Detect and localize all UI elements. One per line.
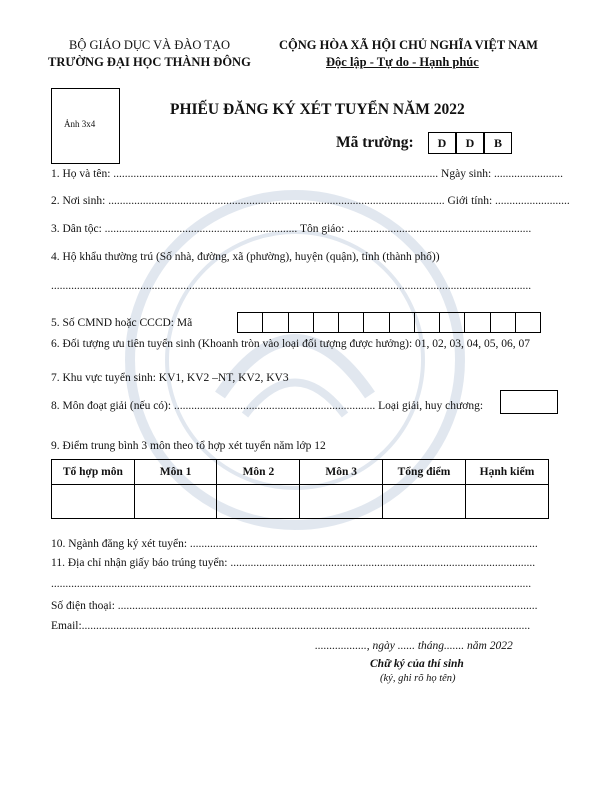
id-digit-box[interactable] (440, 313, 465, 332)
republic-name: CỘNG HÒA XÃ HỘI CHỦ NGHĨA VIỆT NAM (279, 38, 538, 52)
score-header: Tổ hợp môn (52, 460, 135, 485)
school-code-box: B (484, 132, 512, 154)
national-motto: Độc lập - Tự do - Hạnh phúc (326, 55, 479, 69)
id-digit-box[interactable] (289, 313, 314, 332)
field-admission-area[interactable]: 7. Khu vực tuyển sinh: KV1, KV2 –NT, KV2, KV3 (51, 372, 289, 384)
award-type-box[interactable] (500, 390, 558, 414)
photo-label: Ảnh 3x4 (64, 119, 96, 129)
id-digit-box[interactable] (263, 313, 288, 332)
score-header: Tổng điểm (383, 460, 466, 485)
field-email[interactable]: Email:............................................................................................................................................................ (51, 620, 531, 632)
signature-date-line: .................., ngày ...... tháng....... năm 2022 (315, 640, 513, 652)
id-digit-box[interactable] (415, 313, 440, 332)
field-birthplace-gender[interactable]: 2. Nơi sinh: ..................................................................................................................... Giới tính: .......................... (51, 195, 570, 207)
id-digit-box[interactable] (491, 313, 516, 332)
field-major[interactable]: 10. Ngành đăng ký xét tuyển: ......................................................................................................................... (51, 538, 538, 550)
photo-placeholder (51, 88, 120, 164)
score-cell[interactable] (52, 485, 135, 519)
field-phone[interactable]: Số điện thoại: .................................................................................................................................................. (51, 600, 538, 612)
score-header: Môn 3 (300, 460, 383, 485)
signature-title: Chữ ký của thí sinh (370, 658, 464, 670)
school-code-box: D (456, 132, 484, 154)
score-table (51, 459, 549, 519)
field-award-subject[interactable]: 8. Môn đoạt giải (nếu có): ...................................................................... Loại giải, huy chương: (51, 400, 484, 412)
id-digit-box[interactable] (516, 313, 540, 332)
field-mailing-address[interactable]: 11. Địa chỉ nhận giấy báo trúng tuyển: .......................................................................................................... (51, 557, 536, 569)
id-digit-box[interactable] (339, 313, 364, 332)
score-cell[interactable] (134, 485, 217, 519)
field-permanent-address: 4. Hộ khẩu thường trú (Số nhà, đường, xã (phường), huyện (quận), tỉnh (thành phố)) (51, 251, 440, 263)
id-digit-box[interactable] (364, 313, 389, 332)
id-digit-box[interactable] (314, 313, 339, 332)
score-cell[interactable] (465, 485, 548, 519)
field-name-birthdate[interactable]: 1. Họ và tên: ................................................................................................................. Ngày sinh: ........................ (51, 168, 564, 180)
school-code-label: Mã trường: (336, 134, 414, 151)
signature-note: (ký, ghi rõ họ tên) (380, 673, 456, 684)
score-header: Môn 2 (217, 460, 300, 485)
id-digit-box[interactable] (465, 313, 490, 332)
field-score-table-label: 9. Điểm trung bình 3 môn theo tổ hợp xét tuyển năm lớp 12 (51, 440, 326, 452)
id-number-boxes[interactable] (237, 312, 541, 333)
score-cell[interactable] (383, 485, 466, 519)
school-code-box: D (428, 132, 456, 154)
ministry-name: BỘ GIÁO DỤC VÀ ĐÀO TẠO (69, 38, 230, 52)
form-title: PHIẾU ĐĂNG KÝ XÉT TUYỂN NĂM 2022 (170, 101, 465, 118)
field-priority-group[interactable]: 6. Đối tượng ưu tiên tuyển sinh (Khoanh tròn vào loại đối tượng được hưởng): 01, 02, 03, 04, 05, 06, 07 (51, 338, 531, 350)
score-cell[interactable] (217, 485, 300, 519)
score-cell[interactable] (300, 485, 383, 519)
field-mailing-address-line[interactable]: ....................................................................................................................................................................... (51, 578, 532, 590)
field-ethnicity-religion[interactable]: 3. Dân tộc: ................................................................... Tôn giáo: ................................................................ (51, 223, 532, 235)
score-header: Môn 1 (134, 460, 217, 485)
university-name: TRƯỜNG ĐẠI HỌC THÀNH ĐÔNG (48, 55, 251, 69)
field-address-line[interactable]: ....................................................................................................................................................................... (51, 280, 532, 292)
id-digit-box[interactable] (238, 313, 263, 332)
id-digit-box[interactable] (390, 313, 415, 332)
score-header: Hạnh kiểm (465, 460, 548, 485)
field-id-number-label: 5. Số CMND hoặc CCCD: Mã (51, 317, 193, 329)
